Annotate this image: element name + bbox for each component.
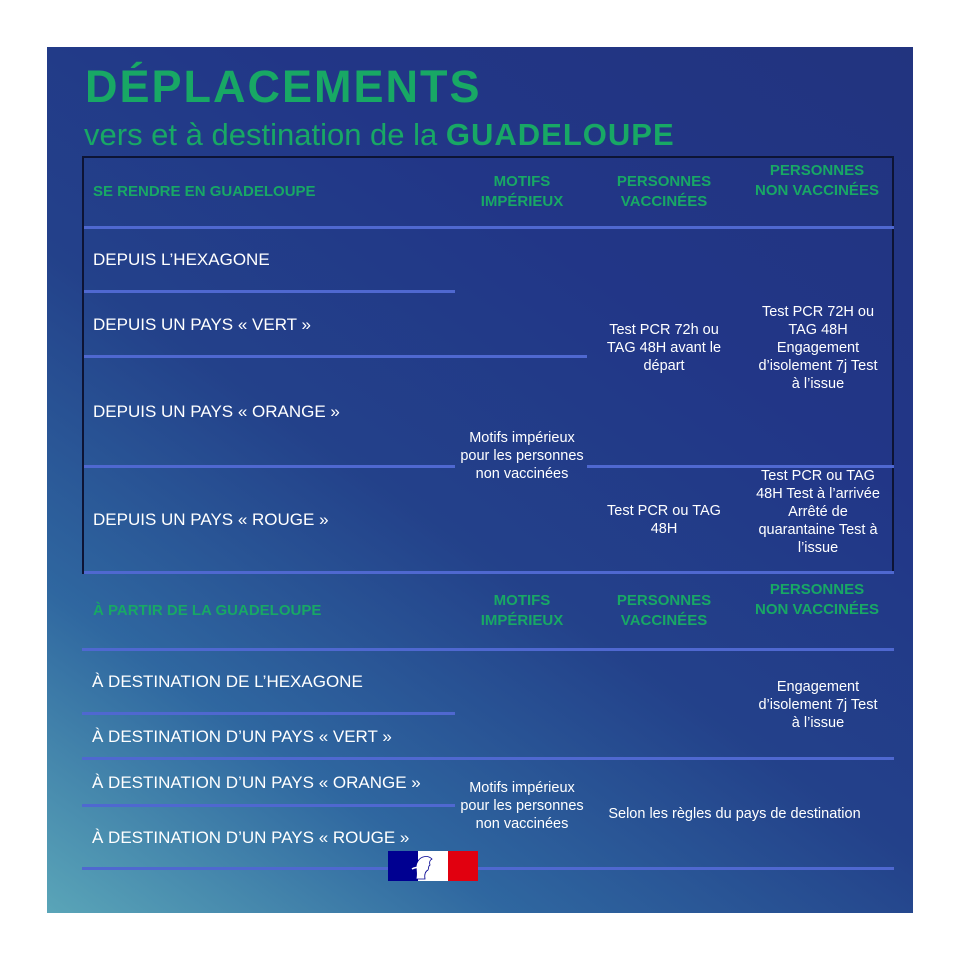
- non-vaccinated-green-orange-cell: Test PCR 72H ou TAG 48H Engagement d’isolement 7j Test à l’issue: [758, 304, 878, 392]
- row-label: À DESTINATION D’UN PAYS « VERT »: [92, 727, 392, 746]
- marianne-profile-icon: [408, 851, 438, 881]
- subtitle: [84, 117, 675, 153]
- non-vaccinated-destination-cell: Engagement d’isolement 7j Test à l’issue: [758, 679, 878, 731]
- flag-white-band: [418, 851, 448, 881]
- marianne-logo: [388, 851, 478, 881]
- row-divider: [84, 465, 455, 468]
- section1-header-motifs: MOTIFS IMPÉRIEUX: [480, 173, 564, 210]
- section2-header-direction: À PARTIR DE LA GUADELOUPE: [93, 602, 322, 619]
- vaccinated-green-orange-cell: Test PCR 72h ou TAG 48H avant le départ: [606, 322, 722, 374]
- non-vaccinated-red-cell: Test PCR ou TAG 48H Test à l’arrivée Arrêté de quarantaine Test à l’issue: [756, 468, 880, 556]
- subtitle-destination: GUADELOUPE: [445, 117, 675, 152]
- section1-bottom-divider: [84, 571, 894, 574]
- section2-header-motifs: MOTIFS IMPÉRIEUX: [480, 592, 564, 629]
- section2-header-non-vaccinated: PERSONNES NON VACCINÉES: [755, 581, 879, 618]
- section2-bottom-divider: [82, 867, 894, 870]
- row-divider: [84, 355, 587, 358]
- row-label: À DESTINATION D’UN PAYS « ORANGE »: [92, 773, 421, 792]
- flag-red-band: [448, 851, 478, 881]
- row-label: DEPUIS UN PAYS « ROUGE »: [93, 510, 329, 529]
- motifs-cell: Motifs impérieux pour les personnes non vaccinées: [460, 430, 584, 482]
- section1-header-vaccinated: PERSONNES VACCINÉES: [616, 173, 712, 210]
- section1-header-divider: [84, 226, 894, 229]
- row-label: À DESTINATION D’UN PAYS « ROUGE »: [92, 828, 410, 847]
- subtitle-prefix: vers et à destination de la: [84, 117, 446, 152]
- vaccinated-red-cell: Test PCR ou TAG 48H: [607, 503, 721, 537]
- main-title: DÉPLACEMENTS: [85, 61, 482, 112]
- motifs-destination-cell: Motifs impérieux pour les personnes non vaccinées: [460, 780, 584, 832]
- section2-header-vaccinated: PERSONNES VACCINÉES: [616, 592, 712, 629]
- row-divider: [84, 290, 455, 293]
- section1-header-direction: SE RENDRE EN GUADELOUPE: [93, 183, 316, 200]
- destination-rules-cell: Selon les règles du pays de destination: [608, 806, 861, 822]
- row-label: DEPUIS L’HEXAGONE: [93, 250, 270, 269]
- row-divider: [82, 804, 455, 807]
- section1-header-non-vaccinated: PERSONNES NON VACCINÉES: [755, 162, 879, 199]
- row-divider: [82, 757, 894, 760]
- row-label: DEPUIS UN PAYS « VERT »: [93, 315, 311, 334]
- infographic-panel: [47, 47, 913, 913]
- row-divider: [82, 712, 455, 715]
- row-label: DEPUIS UN PAYS « ORANGE »: [93, 402, 340, 421]
- row-label: À DESTINATION DE L’HEXAGONE: [92, 672, 363, 691]
- section2-header-divider: [82, 648, 894, 651]
